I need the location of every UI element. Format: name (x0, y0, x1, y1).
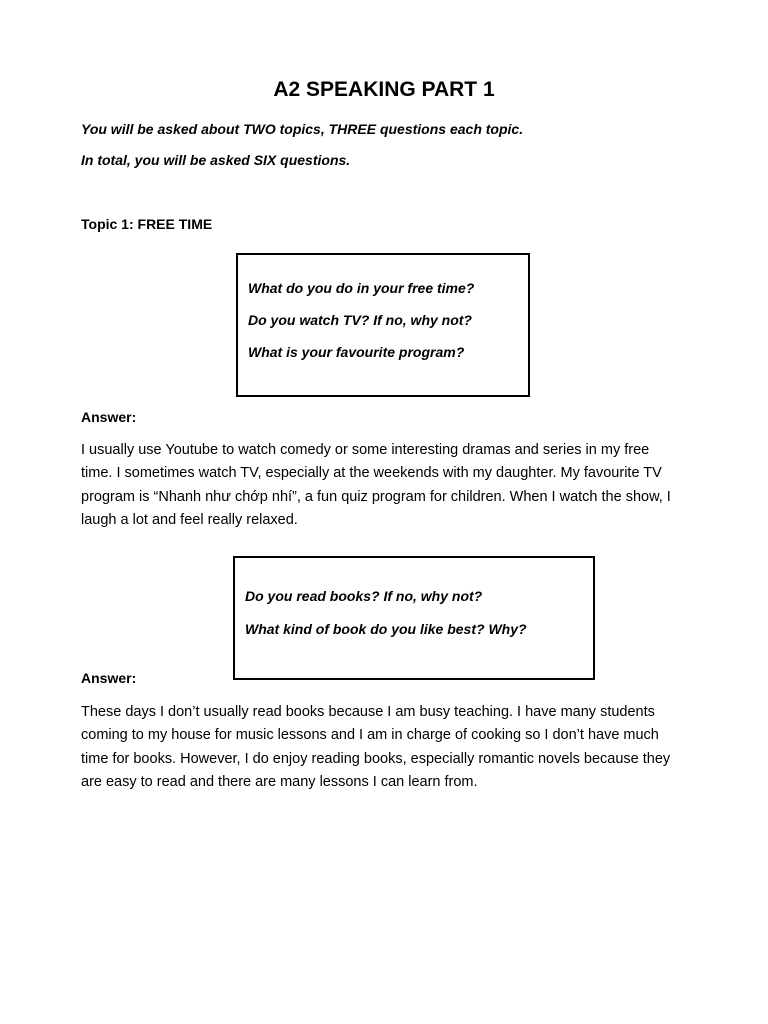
question-box-free-time (236, 253, 530, 397)
question-free-time: What do you do in your free time? (248, 280, 475, 296)
question-kind-of-book: What kind of book do you like best? Why? (245, 621, 527, 637)
question-favourite-program: What is your favourite program? (248, 344, 465, 360)
question-box-books (233, 556, 595, 680)
answer-1-text: I usually use Youtube to watch comedy or some interesting dramas and series in my free time. I sometimes watch TV, especially at the weekends with my daughter. My favourite TV program is “Nhanh như chớp nhí”, a fun quiz program for children. When I watch the show, I laugh a lot and feel really relaxed. (81, 442, 671, 529)
question-watch-tv: Do you watch TV? If no, why not? (248, 312, 472, 328)
answer-2-text: These days I don’t usually read books because I am busy teaching. I have many students coming to my house for music lessons and I am in charge of cooking so I don’t have much time for books. However, I do enjoy reading books, especially romantic novels because they are easy to read and there are many lessons I can learn from. (81, 704, 671, 791)
intro-line-topics: You will be asked about TWO topics, THREE questions each topic. (81, 121, 524, 137)
intro-line-total: In total, you will be asked SIX questions. (81, 152, 351, 168)
question-read-books: Do you read books? If no, why not? (245, 588, 483, 604)
page-title: A2 SPEAKING PART 1 (273, 78, 495, 101)
answer-2-label: Answer: (81, 670, 137, 686)
topic-1-heading: Topic 1: FREE TIME (81, 216, 213, 232)
answer-1-label: Answer: (81, 409, 137, 425)
